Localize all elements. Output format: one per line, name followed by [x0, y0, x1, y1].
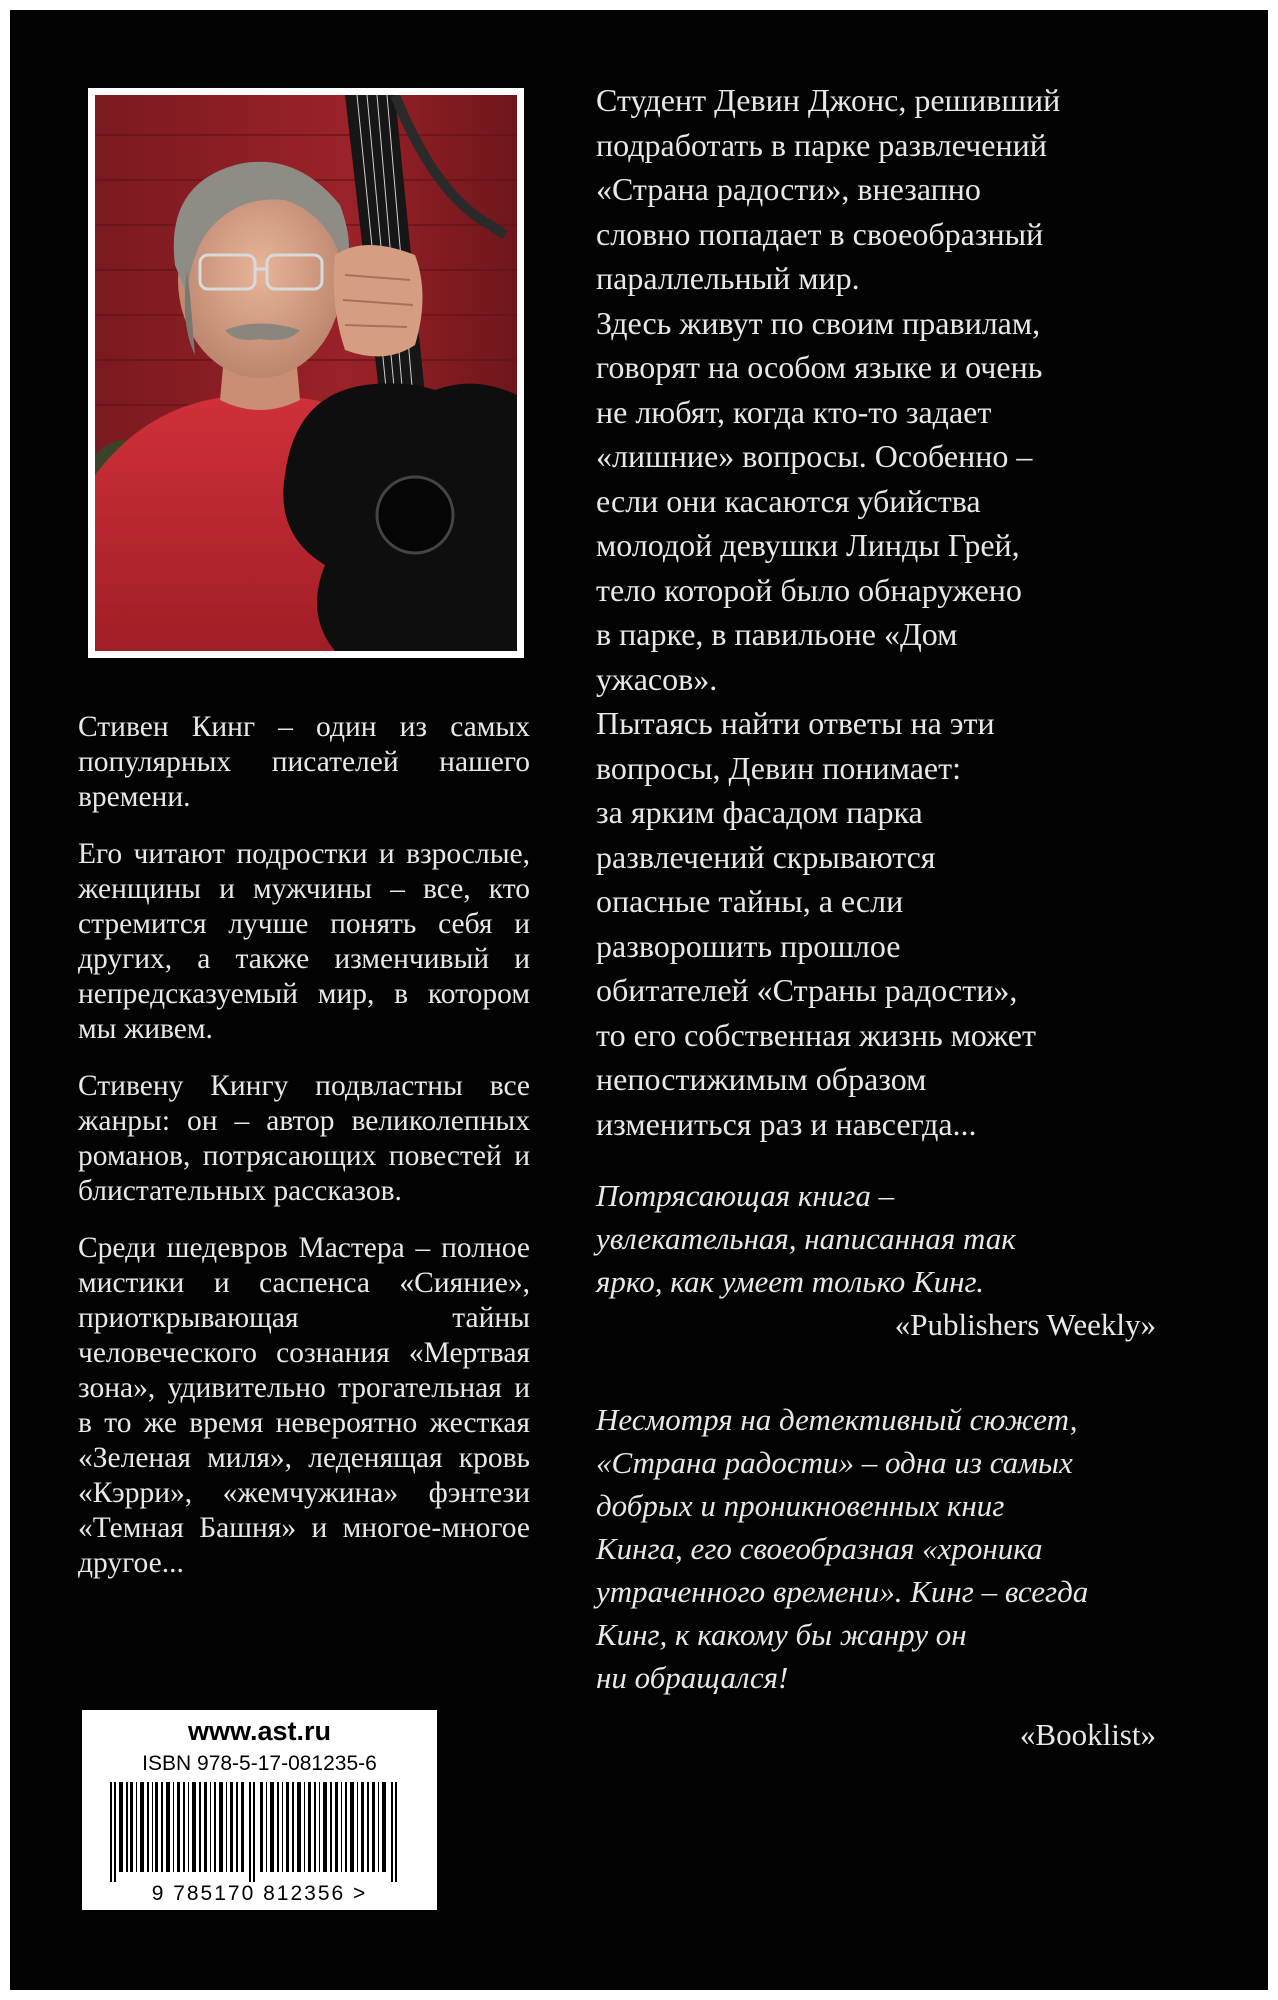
quote-line: утраченного времени». Кинг – всегда	[596, 1574, 1089, 1609]
synopsis-line: не любят, когда кто-то задает	[596, 393, 992, 430]
author-bio	[78, 710, 530, 1603]
author-photo	[88, 88, 524, 658]
synopsis-line: если они касаются убийства	[596, 482, 981, 519]
quote-line: Кинг, к какому бы жанру он	[596, 1617, 967, 1652]
synopsis-line: вопросы, Девин понимает:	[596, 749, 961, 786]
synopsis-line: Здесь живут по своим правилам,	[596, 304, 1041, 341]
book-synopsis	[596, 78, 1151, 1146]
synopsis-line: опасные тайны, а если	[596, 883, 904, 919]
synopsis-line: Студент Девин Джонс, решивший	[596, 82, 1061, 118]
synopsis-line: Пытаясь найти ответы на эти	[596, 705, 995, 741]
isbn-text: ISBN 978-5-17-081235-6	[142, 1752, 377, 1775]
synopsis-line: измениться раз и навсегда...	[596, 1105, 977, 1142]
synopsis-line: непостижимым образом	[596, 1061, 927, 1097]
quote-line: добрых и проникновенных книг	[596, 1488, 1005, 1523]
author-photo-illustration	[95, 95, 517, 651]
synopsis-line: параллельный мир.	[596, 260, 860, 296]
review-quote-publishers-weekly	[596, 1174, 1156, 1346]
isbn-barcode-label	[82, 1710, 437, 1910]
synopsis-line: разворошить прошлое	[596, 927, 901, 964]
bio-paragraph-4: Среди шедевров Мастера – полное мистики и саспенса «Сияние», приоткрывающая тайны человеческого сознания «Мертвая зона», удивительно трогательная и в то же время невероятно жесткая «Зеленая миля», леденящая кровь «Кэрри», «жемчужина» фэнтези «Темная Башня» и многое-многое другое...	[78, 1232, 530, 1579]
bio-paragraph-2: Его читают подростки и взрослые, женщины и мужчины – все, кто стремится лучше понять себя и других, а также изменчивый и непредсказуемый мир, в котором мы живем.	[78, 838, 530, 1045]
quote-line: Потрясающая книга –	[596, 1178, 895, 1213]
book-back-cover	[10, 10, 1268, 1990]
quote-line: ярко, как умеет только Кинг.	[596, 1264, 984, 1299]
quote-line: Несмотря на детективный сюжет,	[596, 1402, 1078, 1437]
bio-paragraph-1: Стивен Кинг – один из самых популярных писателей нашего времени.	[78, 711, 530, 813]
synopsis-line: то его собственная жизнь может	[596, 1016, 1036, 1053]
synopsis-line: в парке, в павильоне «Дом	[596, 616, 958, 652]
quote-line: «Страна радости» – одна из самых	[596, 1445, 1073, 1480]
synopsis-line: ужасов».	[596, 660, 718, 697]
publisher-url: www.ast.ru	[187, 1716, 332, 1746]
synopsis-line: подработать в парке развлечений	[596, 126, 1047, 163]
quote-source: «Booklist»	[1019, 1717, 1156, 1752]
quote-line: Кинга, его своеобразная «хроника	[596, 1531, 1043, 1566]
quote-line: ни обращался!	[596, 1660, 789, 1695]
synopsis-line: словно попадает в своеобразный	[596, 215, 1044, 252]
review-quote-booklist	[596, 1398, 1156, 1756]
quote-source: «Publishers Weekly»	[894, 1307, 1156, 1342]
barcode-digits: 9 785170 812356 >	[151, 1882, 368, 1905]
synopsis-line: «Страна радости», внезапно	[596, 171, 981, 207]
synopsis-line: обитателей «Страны радости»,	[596, 972, 1018, 1008]
synopsis-line: говорят на особом языке и очень	[596, 349, 1043, 385]
barcode-bars	[104, 1782, 414, 1882]
synopsis-line: за ярким фасадом парка	[596, 794, 923, 830]
bio-paragraph-3: Стивену Кингу подвластны все жанры: он – автор великолепных романов, потрясающих повестей и блистательных рассказов.	[78, 1070, 530, 1207]
synopsis-line: «лишние» вопросы. Особенно –	[596, 438, 1033, 474]
synopsis-line: тело которой было обнаружено	[596, 571, 1022, 608]
quote-line: увлекательная, написанная так	[596, 1221, 1016, 1256]
synopsis-line: развлечений скрываются	[596, 838, 936, 875]
barcode	[104, 1782, 414, 1882]
synopsis-line: молодой девушки Линды Грей,	[596, 527, 1020, 563]
